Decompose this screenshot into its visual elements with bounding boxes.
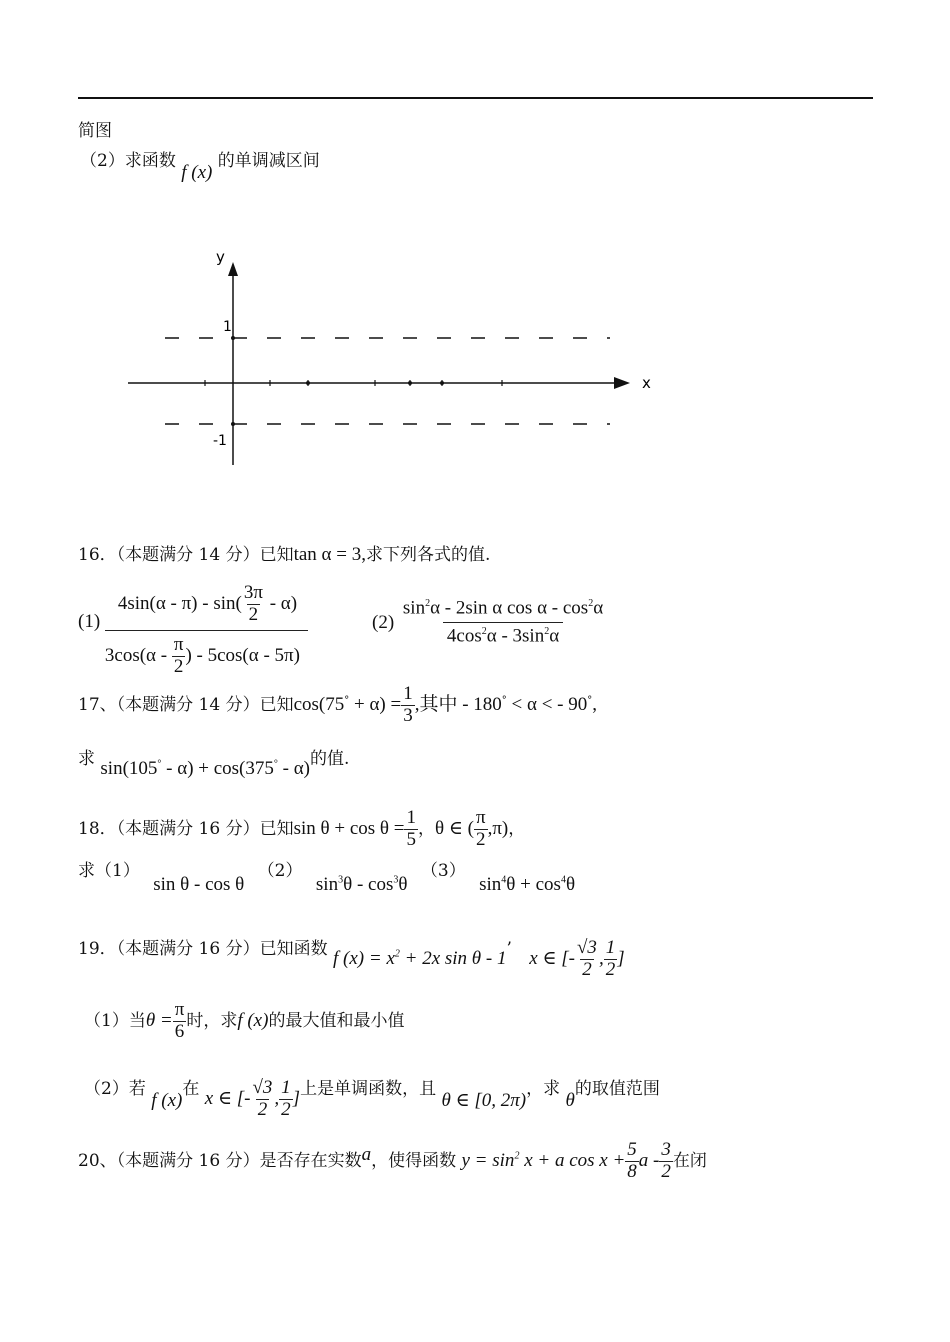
q20-function: $y = \sin^2 x + a$ cos x + $\frac{5}{8}$ a - $\frac{3}{2}$ — [461, 1139, 671, 1182]
q20-line: 20、（本题满分 16 分）是否存在实数a，使得函数 $y = \sin^2 x + a$ cos x + $\frac{5}{8}$ a - $\frac{3}{2}$ 在闭 — [78, 1139, 707, 1182]
q19-domain: x ∈ [- $\frac{√3}{2}$ , $\frac{1}{2}$ ] — [529, 937, 625, 980]
q17-number: 17、 — [78, 694, 117, 715]
q19-part2: （2）若 f (x)在 x ∈ [- $\frac{√3}{2}$ , $\frac{1}{2}$ ]上是单调函数，且 θ ∈ [0, 2π)，求 θ的取值范围 — [84, 1077, 660, 1120]
q18-line1: 18．（本题满分 16 分）已知sin θ + cos θ = $\frac{1}{5}$ ，θ ∈ ( $\frac{\pi}{2}$ ,π)， — [78, 807, 526, 850]
q19-p2-domain: x ∈ [- $\frac{√3}{2}$ , $\frac{1}{2}$ ] — [204, 1077, 301, 1120]
q18-e2: $\sin^3\theta - \cos^3\theta$ — [315, 874, 408, 895]
q16-p1-den-frac: $\frac{\pi}{2}$ — [173, 633, 184, 677]
q16-p1-numerator: 4sin(α - π) - sin( $\frac{3\pi}{2}$ - α) — [117, 582, 298, 625]
x-axis-arrow — [614, 377, 630, 389]
q18-e3: $\sin^4\theta + \cos^4\theta$ — [479, 874, 576, 895]
q18-e1: sin θ - cos θ — [153, 874, 245, 895]
q16-p2-label: (2) — [372, 612, 395, 633]
q15-fx: f (x) — [181, 162, 213, 183]
q20-number: 20、 — [78, 1150, 117, 1171]
q16-p2-denominator: $4\cos^2\alpha - 3\sin^2\alpha$ — [443, 622, 563, 647]
header-label: 简图 — [78, 121, 112, 141]
y-axis-label: y — [216, 248, 225, 266]
q18-line2: 求（1） sin θ - cos θ （2） $\sin^3\theta - \cos^3\theta$ （3） $\sin^4\theta + \cos^4\theta$ — [78, 861, 576, 895]
q17-ask-expr: sin(105° - α) + cos(375° - α) — [100, 758, 310, 779]
q19-fx: f $(x) = x^2 + 2x$ sin θ - 1 — [333, 947, 507, 969]
q15-part2 — [80, 146, 320, 183]
q16-intro: （本题满分 14 分）已知 — [116, 545, 294, 565]
q17-line2: 求 sin(105° - α) + cos(375° - α)的值. — [78, 749, 350, 779]
q16-line — [78, 540, 490, 566]
q16-p1-label: (1) — [78, 611, 101, 632]
q18-pi-frac: $\frac{\pi}{2}$ — [475, 807, 486, 850]
top-rule — [78, 97, 873, 99]
q16-p1-num-frac: $\frac{3\pi}{2}$ — [243, 582, 263, 625]
q16-p1-fraction — [105, 583, 308, 678]
q18-frac: $\frac{1}{5}$ — [406, 807, 416, 850]
q16-number: 16． — [78, 545, 117, 565]
q16-p2-numerator: $\sin^2\alpha - 2\sin$ α cos α - $\cos^2\alpha$ — [402, 597, 604, 619]
q15-part2-prefix: （2）求函数 — [80, 151, 176, 171]
y-neg-one-label: -1 — [213, 433, 227, 449]
y-axis-arrow — [228, 262, 238, 276]
q17-frac: $\frac{1}{3}$ — [403, 683, 413, 726]
q19-number: 19． — [78, 938, 117, 959]
q16-condition: tan α = 3, — [293, 544, 366, 565]
x-axis-label: x — [642, 374, 651, 392]
q16-ask: 求下列各式的值. — [365, 545, 491, 565]
q19-p1-frac: $\frac{\pi}{6}$ — [174, 999, 185, 1042]
q15-part2-suffix: 的单调减区间 — [217, 151, 320, 171]
q19-line1: 19．（本题满分 16 分）已知函数 f $(x) = x^2 + 2x$ sin θ - 1’ x ∈ [- $\frac{√3}{2}$ , $\frac{1}{2}$ ] — [78, 937, 625, 980]
q19-part1: （1）当θ = $\frac{\pi}{6}$ 时，求f (x)的最大值和最小值 — [84, 999, 405, 1042]
q17-line1: 17、（本题满分 14 分）已知cos(75° + α) = $\frac{1}{3}$ ,其中 - 180° < α < - 90°, — [78, 683, 598, 726]
q16-p2-fraction — [399, 598, 607, 647]
q17-intro: （本题满分 14 分）已知 — [116, 694, 294, 715]
q18-number: 18． — [78, 818, 117, 839]
y-one-label: 1 — [223, 319, 232, 335]
sine-graph-grid — [120, 240, 680, 470]
x-points — [231, 336, 444, 426]
q16-part2 — [372, 598, 607, 647]
q16-part1 — [78, 583, 308, 678]
q16-p1-denominator: 3cos(α - $\frac{\pi}{2}$ ) - 5cos(α - 5π) — [105, 630, 308, 678]
